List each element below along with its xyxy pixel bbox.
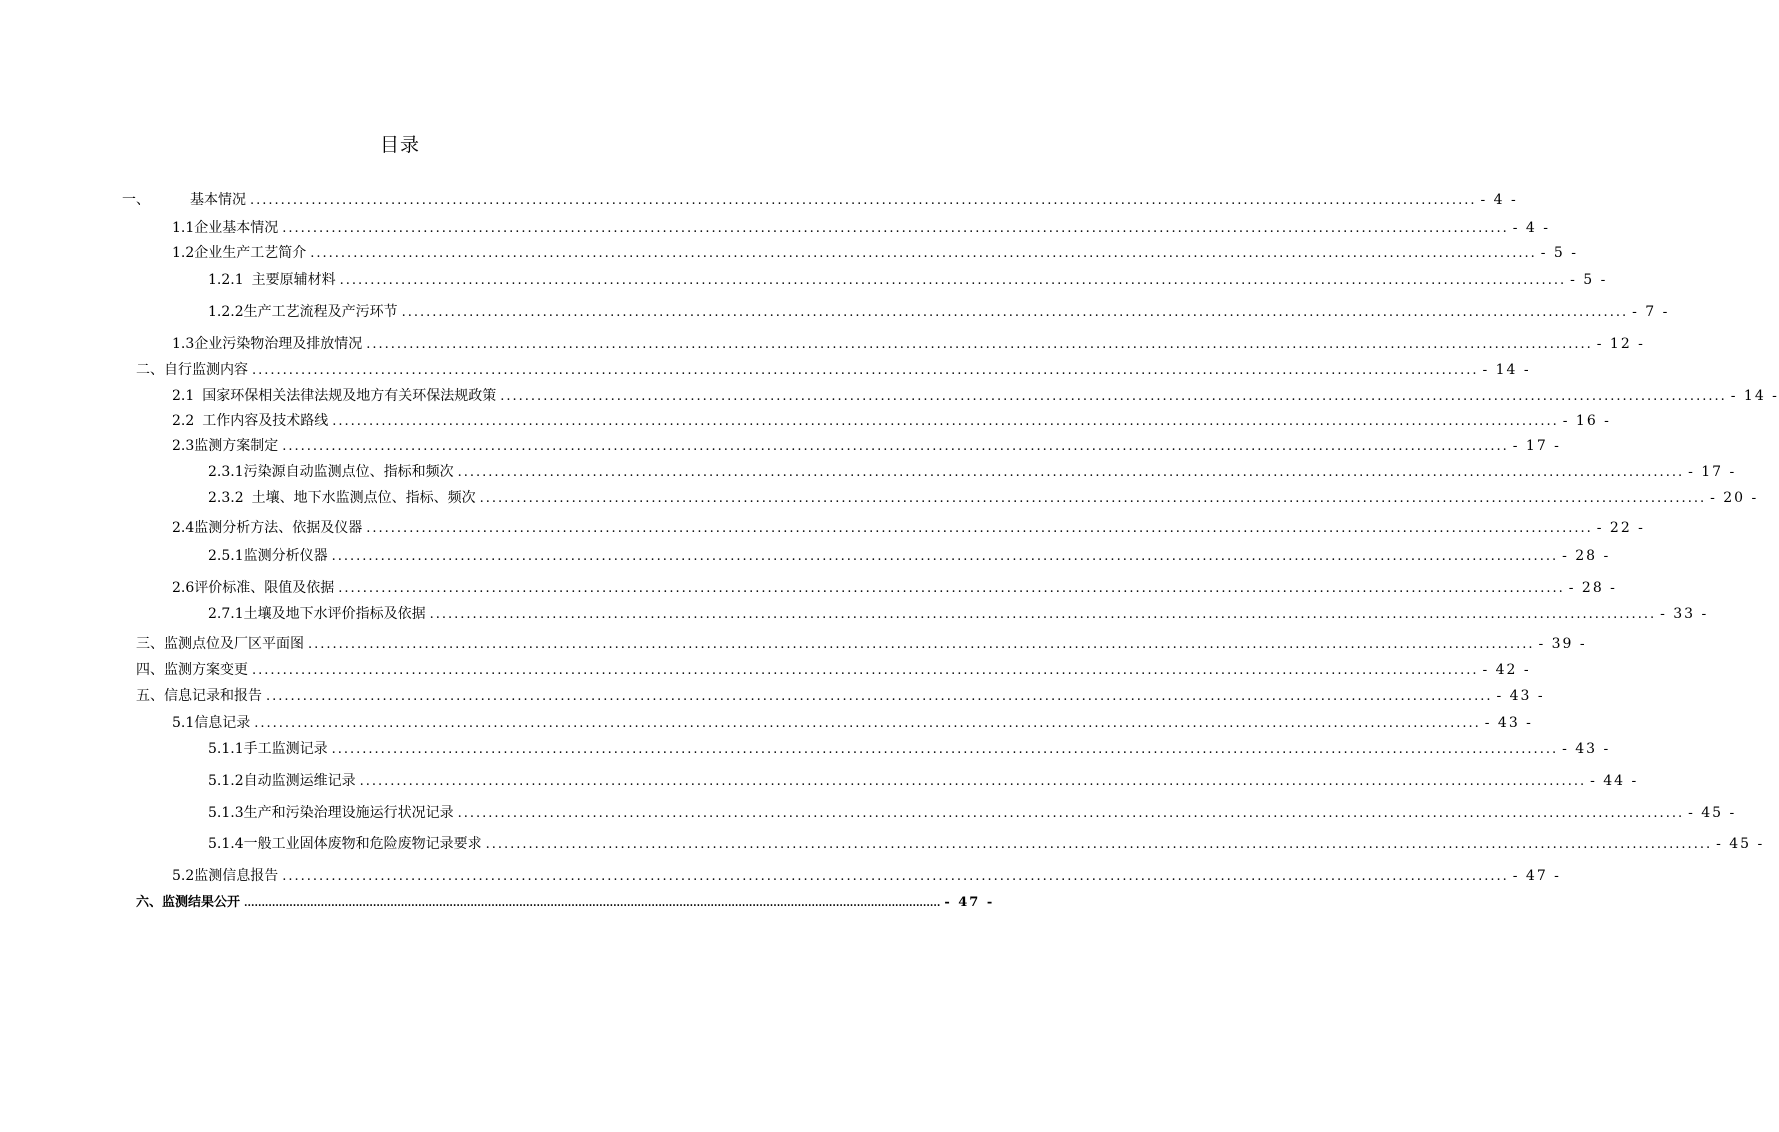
toc-entry-2-6[interactable]: [172, 578, 1617, 599]
toc-entry-leader: ........................................................................................................................................................................................................: [479, 491, 1707, 506]
toc-entry-number: 5.2: [172, 868, 195, 884]
toc-entry-label: 基本情况: [190, 192, 246, 208]
toc-entry-1-2-2[interactable]: [208, 302, 1670, 323]
toc-entry-2-3[interactable]: [172, 436, 1561, 457]
toc-entry-leader: ........................................................................................................................................................................................................: [331, 549, 1559, 564]
toc-entry-number: 5.1.2: [208, 773, 244, 789]
toc-entry-page: - 47 -: [944, 895, 995, 910]
toc-entry-3[interactable]: [136, 634, 1587, 655]
toc-entry-2-3-1[interactable]: [208, 462, 1737, 483]
toc-entry-page: - 42 -: [1482, 662, 1531, 678]
toc-entry-leader: ........................................................................................................................................................................................................: [359, 774, 1587, 789]
toc-entry-1-2[interactable]: [172, 243, 1579, 264]
toc-entry-number: 2.3.1: [208, 464, 244, 480]
toc-entry-label: 土壤及地下水评价指标及依据: [243, 606, 426, 622]
toc-entry-2-2[interactable]: [172, 411, 1611, 432]
toc-entry-number: 5.1: [172, 715, 195, 731]
toc-entry-label: 手工监测记录: [243, 741, 328, 757]
toc-entry-leader: ........................................................................................................................................................................................................: [401, 305, 1629, 320]
toc-entry-page: - 12 -: [1596, 336, 1645, 352]
toc-entry-leader: ........................................................................................................................................................................................................: [338, 581, 1565, 596]
toc-entry-2[interactable]: [136, 360, 1531, 381]
toc-entry-number: 1.1: [172, 220, 195, 236]
toc-entry-leader: ........................................................................................................................................................................................................: [244, 898, 941, 909]
toc-entry-2-7-1[interactable]: [208, 604, 1709, 625]
toc-entry-1-1[interactable]: [172, 218, 1551, 239]
toc-entry-page: - 43 -: [1484, 715, 1533, 731]
toc-entry-5[interactable]: [136, 686, 1545, 707]
toc-entry-page: - 39 -: [1538, 636, 1587, 652]
toc-entry-number: 一、: [122, 192, 150, 208]
toc-entry-leader: ........................................................................................................................................................................................................: [332, 414, 1559, 429]
toc-entry-page: - 17 -: [1512, 438, 1561, 454]
toc-title: 目录: [379, 134, 420, 156]
toc-entry-label: 污染源自动监测点位、指标和频次: [243, 464, 454, 480]
toc-entry-label: 监测结果公开: [162, 895, 241, 910]
toc-entry-page: - 14 -: [1730, 388, 1779, 404]
toc-entry-number: 二、: [136, 362, 164, 378]
toc-entry-4[interactable]: [136, 660, 1531, 681]
toc-entry-number: 2.4: [172, 520, 195, 536]
toc-entry-leader: ........................................................................................................................................................................................................: [254, 716, 1481, 731]
toc-entry-number: 2.7.1: [208, 606, 244, 622]
toc-entry-6[interactable]: [136, 893, 995, 914]
toc-entry-2-4[interactable]: [172, 518, 1645, 539]
toc-entry-leader: ........................................................................................................................................................................................................: [339, 273, 1567, 288]
toc-entry-leader: ........................................................................................................................................................................................................: [250, 193, 1477, 208]
toc-entry-leader: ........................................................................................................................................................................................................: [457, 465, 1685, 480]
toc-entry-leader: ........................................................................................................................................................................................................: [282, 869, 1509, 884]
toc-entry-page: - 14 -: [1482, 362, 1531, 378]
toc-entry-label: 自行监测内容: [164, 362, 248, 378]
toc-entry-page: - 5 -: [1570, 272, 1608, 288]
toc-entry-number: 2.6: [172, 580, 195, 596]
toc-entry-label: 一般工业固体废物和危险废物记录要求: [243, 836, 482, 852]
toc-entry-number: 六、: [136, 895, 163, 910]
toc-entry-number: 1.3: [172, 336, 195, 352]
toc-entry-5-1-1[interactable]: [208, 739, 1611, 760]
toc-entry-leader: ........................................................................................................................................................................................................: [366, 337, 1593, 352]
toc-entry-leader: ........................................................................................................................................................................................................: [457, 806, 1685, 821]
toc-entry-label: 企业生产工艺简介: [194, 245, 307, 261]
toc-entry-2-5-1[interactable]: [208, 546, 1611, 567]
toc-entry-page: - 33 -: [1660, 606, 1709, 622]
toc-entry-2-1[interactable]: [172, 386, 1779, 407]
toc-entry-leader: ........................................................................................................................................................................................................: [266, 689, 1493, 704]
toc-entry-leader: ........................................................................................................................................................................................................: [308, 637, 1535, 652]
toc-entry-label: 监测分析方法、依据及仪器: [194, 520, 363, 536]
toc-entry-5-2[interactable]: [172, 866, 1561, 887]
toc-entry-label: 工作内容及技术路线: [202, 413, 329, 429]
toc-entry-page: - 43 -: [1562, 741, 1611, 757]
toc-entry-number: 2.3.2: [208, 490, 244, 506]
toc-entry-label: 主要原辅材料: [251, 272, 336, 288]
toc-entry-leader: ........................................................................................................................................................................................................: [282, 221, 1509, 236]
toc-entry-page: - 45 -: [1688, 805, 1737, 821]
toc-entry-5-1[interactable]: [172, 713, 1533, 734]
toc-entry-2-3-2[interactable]: [208, 488, 1759, 509]
toc-entry-1[interactable]: [122, 190, 1518, 211]
toc-entry-page: - 7 -: [1632, 304, 1670, 320]
toc-entry-page: - 16 -: [1562, 413, 1611, 429]
toc-entry-number: 四、: [136, 662, 164, 678]
toc-entry-leader: ........................................................................................................................................................................................................: [282, 439, 1509, 454]
toc-entry-number: 5.1.4: [208, 836, 244, 852]
toc-entry-number: 2.2: [172, 413, 195, 429]
toc-entry-1-2-1[interactable]: [208, 270, 1608, 291]
toc-entry-label: 监测方案变更: [164, 662, 248, 678]
toc-entry-5-1-4[interactable]: [208, 834, 1765, 855]
toc-entry-leader: ........................................................................................................................................................................................................: [500, 389, 1727, 404]
toc-entry-number: 2.3: [172, 438, 195, 454]
toc-entry-label: 信息记录和报告: [164, 688, 262, 704]
toc-entry-label: 生产和污染治理设施运行状况记录: [243, 805, 454, 821]
toc-entry-label: 监测点位及厂区平面图: [164, 636, 304, 652]
toc-entry-number: 5.1.1: [208, 741, 244, 757]
toc-entry-page: - 22 -: [1596, 520, 1645, 536]
toc-entry-page: - 28 -: [1568, 580, 1617, 596]
toc-entry-page: - 5 -: [1540, 245, 1579, 261]
toc-entry-label: 土壤、地下水监测点位、指标、频次: [251, 490, 476, 506]
toc-entry-page: - 4 -: [1480, 192, 1518, 208]
toc-entry-label: 信息记录: [194, 715, 251, 731]
toc-entry-page: - 47 -: [1512, 868, 1561, 884]
toc-entry-page: - 20 -: [1710, 490, 1759, 506]
toc-entry-number: 2.5.1: [208, 548, 244, 564]
toc-entry-leader: ........................................................................................................................................................................................................: [310, 246, 1537, 261]
toc-entry-label: 监测信息报告: [194, 868, 279, 884]
toc-entry-number: 1.2: [172, 245, 195, 261]
toc-entry-leader: ........................................................................................................................................................................................................: [429, 607, 1657, 622]
toc-entry-number: 三、: [136, 636, 164, 652]
toc-entry-leader: ........................................................................................................................................................................................................: [331, 742, 1559, 757]
toc-entry-page: - 17 -: [1688, 464, 1737, 480]
toc-entry-label: 监测方案制定: [194, 438, 279, 454]
toc-entry-leader: ........................................................................................................................................................................................................: [366, 521, 1593, 536]
toc-entry-number: 1.2.2: [208, 304, 244, 320]
toc-entry-number: 五、: [136, 688, 164, 704]
toc-entry-page: - 4 -: [1512, 220, 1551, 236]
toc-entry-number: 2.1: [172, 388, 195, 404]
toc-entry-label: 自动监测运维记录: [243, 773, 356, 789]
toc-entry-page: - 44 -: [1590, 773, 1639, 789]
toc-entry-leader: ........................................................................................................................................................................................................: [485, 837, 1713, 852]
toc-entry-5-1-2[interactable]: [208, 771, 1639, 792]
toc-entry-leader: ........................................................................................................................................................................................................: [252, 663, 1479, 678]
toc-entry-label: 企业基本情况: [194, 220, 279, 236]
toc-entry-label: 企业污染物治理及排放情况: [194, 336, 363, 352]
toc-entry-label: 监测分析仪器: [243, 548, 328, 564]
toc-entry-label: 国家环保相关法律法规及地方有关环保法规政策: [202, 388, 497, 404]
toc-entry-page: - 43 -: [1496, 688, 1545, 704]
toc-entry-number: 1.2.1: [208, 272, 244, 288]
toc-entry-5-1-3[interactable]: [208, 803, 1737, 824]
toc-entry-label: 生产工艺流程及产污环节: [243, 304, 398, 320]
toc-entry-leader: ........................................................................................................................................................................................................: [252, 363, 1479, 378]
toc-entry-number: 5.1.3: [208, 805, 244, 821]
toc-entry-1-3[interactable]: [172, 334, 1645, 355]
toc-entry-label: 评价标准、限值及依据: [194, 580, 335, 596]
toc-entry-page: - 28 -: [1562, 548, 1611, 564]
toc-entry-page: - 45 -: [1716, 836, 1765, 852]
